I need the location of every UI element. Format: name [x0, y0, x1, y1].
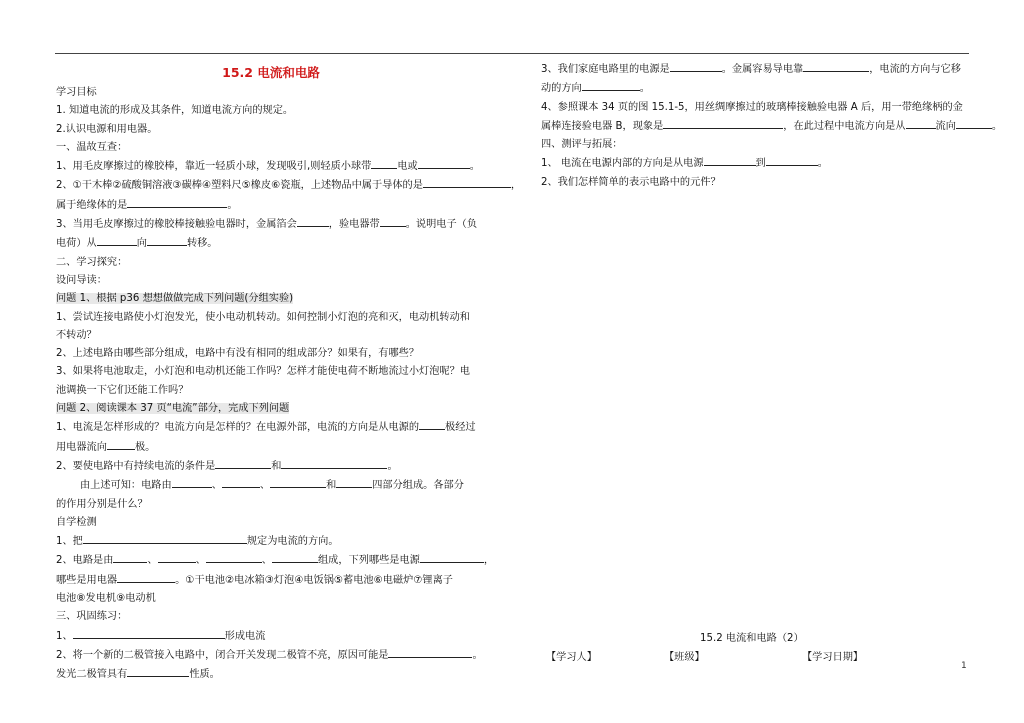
- page-title: 15.2 电流和电路: [222, 65, 320, 80]
- review-q3: 3、当用毛皮摩擦过的橡胶棒接触验电器时，金属箔会 ，验电器带 。说明电子（负: [56, 215, 516, 234]
- review-heading: 一、温故互查：: [56, 141, 128, 153]
- review-q2: 2、①干木棒②硫酸铜溶液③碳棒④塑料尺⑤橡皮⑥瓷瓶，上述物品中属于导体的是 ，: [56, 176, 516, 195]
- blank[interactable]: [113, 551, 147, 563]
- blank[interactable]: [215, 457, 271, 469]
- blank[interactable]: [83, 532, 247, 544]
- test-heading: 四、测评与拓展：: [541, 139, 623, 151]
- blank[interactable]: [418, 157, 470, 169]
- right-column: [541, 60, 1003, 192]
- page-number: 1: [961, 661, 967, 671]
- objective-2: 2.认识电源和用电器。: [56, 123, 158, 135]
- footer-date: 【学习日期】: [802, 652, 864, 663]
- objectives-heading: 学习目标: [56, 87, 97, 98]
- blank[interactable]: [388, 646, 472, 658]
- blank[interactable]: [704, 154, 756, 166]
- objective-1: 1. 知道电流的形成及其条件，知道电流方向的规定。: [56, 105, 294, 117]
- blank[interactable]: [270, 476, 326, 488]
- blank[interactable]: [127, 196, 227, 208]
- self-check-heading: 自学检测: [56, 516, 97, 528]
- self-check-2-cont: 哪些是用电器 。①干电池②电冰箱③灯泡④电饭锅⑤蓄电池⑥电磁炉⑦锂离子: [56, 571, 516, 590]
- blank[interactable]: [281, 457, 387, 469]
- blank[interactable]: [582, 79, 640, 91]
- right-q3: 3、我们家庭电路里的电源是 。金属容易导电靠 ，电流的方向与它移: [541, 60, 971, 79]
- blank[interactable]: [670, 60, 722, 72]
- footer-class: 【班级】: [664, 652, 705, 663]
- blank[interactable]: [336, 476, 372, 488]
- blank[interactable]: [420, 551, 484, 563]
- guide-heading: 设问导读：: [56, 274, 107, 286]
- blank[interactable]: [206, 551, 262, 563]
- review-q1: 1、用毛皮摩擦过的橡胶棒，靠近一轻质小球，发现吸引,则轻质小球带 电或 。: [56, 157, 516, 176]
- q1-item-3-cont: 池调换一下它们还能工作吗？: [56, 384, 189, 396]
- q2-item-1: 1、电流是怎样形成的？电流方向是怎样的？在电源外部，电流的方向是从电源的 极经过: [56, 418, 516, 437]
- consolidate-2-cont: 发光二极管具有 性质。: [56, 665, 516, 684]
- self-check-2: 2、电路是由 、 、 、 组成，下列哪些是电源 ，: [56, 551, 516, 570]
- blank[interactable]: [97, 234, 137, 246]
- blank[interactable]: [419, 418, 445, 430]
- q1-item-1-cont: 不转动？: [56, 329, 97, 341]
- blank[interactable]: [158, 551, 196, 563]
- blank[interactable]: [73, 627, 225, 639]
- explore-heading: 二、学习探究：: [56, 256, 128, 268]
- blank[interactable]: [423, 176, 511, 188]
- right-q4: 4、参照课本 34 页的图 15.1-5，用丝绸摩擦过的玻璃棒接触验电器 A 后，用一带绝缘柄的金: [541, 101, 963, 113]
- footer-title: 15.2 电流和电路（2）: [700, 633, 804, 644]
- q2-item-1-cont: 用电器流向 极。: [56, 438, 516, 457]
- q1-item-2: 2、上述电路由哪些部分组成，电路中有没有相同的组成部分？如果有，有哪些？: [56, 348, 420, 360]
- consolidate-2: 2、将一个新的二极管接入电路中，闭合开关发现二极管不亮，原因可能是 。: [56, 646, 516, 665]
- footer-learner: 【学习人】: [546, 652, 597, 663]
- question-2-title: 问题 2、阅读课本 37 页“电流”部分，完成下列问题: [56, 403, 290, 415]
- question-1-title: 问题 1、根据 p36 想想做做完成下列问题(分组实验): [56, 293, 294, 305]
- blank[interactable]: [380, 215, 406, 227]
- blank[interactable]: [127, 665, 189, 677]
- blank[interactable]: [147, 234, 187, 246]
- blank[interactable]: [107, 438, 135, 450]
- blank[interactable]: [117, 571, 175, 583]
- blank[interactable]: [803, 60, 869, 72]
- review-q2-cont: 属于绝缘体的是 。: [56, 196, 516, 215]
- blank[interactable]: [272, 551, 318, 563]
- right-q3-cont: 动的方向 。: [541, 79, 971, 98]
- review-q3-cont: 电荷）从 向 转移。: [56, 234, 516, 253]
- left-column: [56, 62, 522, 685]
- self-check-2-cont2: 电池⑧发电机⑨电动机: [56, 593, 156, 605]
- test-2: 2、我们怎样简单的表示电路中的元件？: [541, 176, 721, 188]
- blank[interactable]: [766, 154, 818, 166]
- blank[interactable]: [956, 117, 992, 129]
- q1-item-3: 3、如果将电池取走，小灯泡和电动机还能工作吗？怎样才能使电荷不断地流过小灯泡呢？电: [56, 366, 470, 378]
- q2-item-2: 2、要使电路中有持续电流的条件是 和 。: [56, 457, 516, 476]
- q2-item-3: 由上述可知：电路由 、 、 和 四部分组成。各部分: [56, 476, 516, 495]
- q1-item-1: 1、尝试连接电路使小灯泡发光，使小电动机转动。如何控制小灯泡的亮和灭，电动机转动和: [56, 311, 470, 323]
- right-q4-cont: 属棒连接验电器 B，现象是 ，在此过程中电流方向是从 流向 。: [541, 117, 971, 136]
- blank[interactable]: [906, 117, 936, 129]
- test-1: 1、 电流在电源内部的方向是从电源 到 。: [541, 154, 971, 173]
- blank[interactable]: [172, 476, 212, 488]
- self-check-1: 1、把 规定为电流的方向。: [56, 532, 516, 551]
- q2-item-3-cont: 的作用分别是什么？: [56, 498, 148, 510]
- blank[interactable]: [371, 157, 397, 169]
- blank[interactable]: [663, 117, 783, 129]
- blank[interactable]: [297, 215, 329, 227]
- consolidate-1: 1、 形成电流: [56, 627, 516, 646]
- header-rule: [55, 53, 969, 54]
- consolidate-heading: 三、巩固练习：: [56, 611, 128, 623]
- blank[interactable]: [222, 476, 260, 488]
